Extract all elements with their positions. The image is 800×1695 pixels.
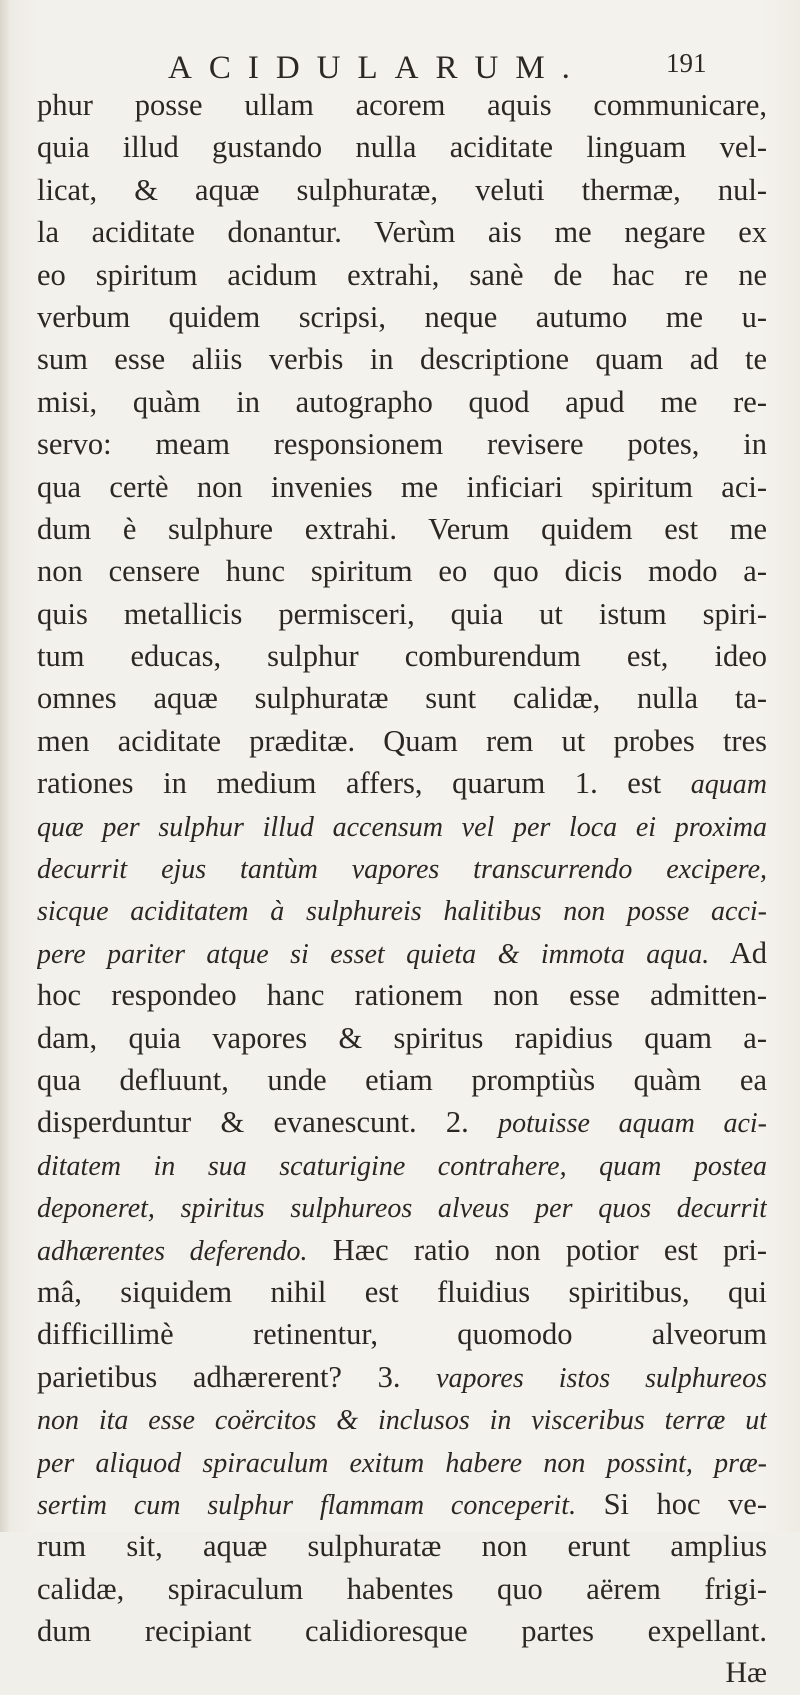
text-line	[37, 1313, 767, 1355]
roman-run: sum esse aliis verbis in descriptione quam ad te	[37, 342, 767, 377]
text-line	[37, 84, 767, 126]
text-line	[37, 381, 767, 423]
roman-run: rum sit, aquæ sulphuratæ non erunt amplius	[37, 1529, 767, 1564]
roman-run: mâ, siquidem nihil est fluidius spiritibus, qui	[37, 1274, 767, 1309]
italic-run: adhærentes deferendo.	[37, 1235, 308, 1267]
italic-run: aquam	[690, 769, 767, 801]
italic-run: ditatem in sua scaturigine contrahere, quam postea	[37, 1150, 767, 1182]
roman-run: tum educas, sulphur comburendum est, ideo	[37, 639, 767, 674]
text-line	[37, 1610, 767, 1652]
running-title: ACIDULARUM.	[168, 50, 587, 86]
page-number: 191	[666, 48, 707, 78]
roman-run: qua defluunt, unde etiam promptiùs quàm ea	[37, 1062, 767, 1097]
text-line	[37, 805, 767, 847]
text-line	[37, 1356, 767, 1398]
text-line	[37, 254, 767, 296]
text-line	[37, 211, 767, 253]
text-line	[37, 508, 767, 550]
text-line	[37, 338, 767, 380]
text-line	[37, 423, 767, 465]
italic-run: sertim cum sulphur flammam conceperit.	[37, 1489, 577, 1521]
italic-run: deponeret, spiritus sulphureos alveus per quos decurrit	[37, 1193, 767, 1225]
text-line	[37, 974, 767, 1016]
roman-run: men aciditate præditæ. Quam rem ut probes tres	[37, 723, 767, 758]
text-line	[37, 169, 767, 211]
roman-run: Ad	[709, 935, 767, 970]
text-line	[37, 847, 767, 889]
italic-run: quæ per sulphur illud accensum vel per loca ei proxima	[37, 811, 767, 843]
text-line	[37, 1101, 767, 1143]
roman-run: verbum quidem scripsi, neque autumo me u-	[37, 299, 767, 334]
italic-run: sicque aciditatem à sulphureis halitibus non posse acci-	[37, 896, 767, 928]
roman-run: Hæc ratio non potior est pri-	[307, 1232, 767, 1267]
roman-run: quis metallicis permisceri, quia ut istum spiri-	[37, 596, 767, 631]
text-line	[37, 1229, 767, 1271]
roman-run: dam, quia vapores & spiritus rapidius quam a-	[37, 1020, 767, 1055]
roman-run: dum recipiant calidioresque partes expellant.	[37, 1614, 767, 1649]
italic-run: non ita esse coërcitos & inclusos in visceribus terræ ut	[37, 1405, 767, 1437]
roman-run: non censere hunc spiritum eo quo dicis modo a-	[37, 554, 767, 589]
roman-run: phur posse ullam acorem aquis communicare,	[37, 88, 767, 122]
roman-run: quia illud gustando nulla aciditate linguam vel-	[37, 130, 767, 165]
roman-run: eo spiritum acidum extrahi, sanè de hac re ne	[37, 257, 767, 292]
roman-run: licat, & aquæ sulphuratæ, veluti thermæ, nul-	[37, 172, 767, 207]
text-line	[37, 932, 767, 974]
text-line	[37, 126, 767, 168]
roman-run: difficillimè retinentur, quomodo alveorum	[37, 1317, 767, 1352]
roman-run: servo: meam responsionem revisere potes, in	[37, 427, 767, 462]
text-line	[37, 677, 767, 719]
roman-run: Si hoc ve-	[576, 1486, 767, 1521]
body-text	[37, 84, 767, 1695]
text-line	[37, 635, 767, 677]
italic-run: pere pariter atque si esset quieta & immota aqua.	[37, 938, 710, 970]
text-line	[37, 762, 767, 804]
text-line	[37, 296, 767, 338]
roman-run: misi, quàm in autographo quod apud me re-	[37, 384, 767, 419]
roman-run: hoc respondeo hanc rationem non esse admitten-	[37, 978, 767, 1013]
text-line	[37, 1144, 767, 1186]
roman-run: calidæ, spiraculum habentes quo aërem frigi-	[37, 1571, 767, 1606]
roman-run: rationes in medium affers, quarum 1. est	[37, 766, 691, 801]
text-line	[37, 1017, 767, 1059]
text-line	[37, 593, 767, 635]
roman-run: disperduntur & evanescunt. 2.	[37, 1105, 499, 1140]
roman-run: la aciditate donantur. Verùm ais me negare ex	[37, 215, 767, 250]
text-line	[37, 1568, 767, 1610]
text-line	[37, 1271, 767, 1313]
catchword	[37, 1652, 767, 1694]
text-line	[37, 1398, 767, 1440]
roman-run: dum è sulphure extrahi. Verum quidem est me	[37, 511, 767, 546]
text-line	[37, 720, 767, 762]
text-line	[37, 1059, 767, 1101]
text-line	[37, 1441, 767, 1483]
italic-run: potuisse aquam aci-	[498, 1108, 767, 1140]
text-line	[37, 550, 767, 592]
text-line	[37, 1186, 767, 1228]
page-gutter-shadow	[0, 0, 10, 1532]
roman-run: parietibus adhærerent? 3.	[37, 1359, 437, 1394]
italic-run: vapores istos sulphureos	[436, 1362, 767, 1394]
italic-run: decurrit ejus tantùm vapores transcurrendo excipere,	[37, 854, 767, 886]
roman-run: qua certè non invenies me inficiari spiritum aci-	[37, 469, 767, 504]
roman-run: Hæ	[725, 1656, 767, 1690]
italic-run: per aliquod spiraculum exitum habere non possint, præ-	[37, 1447, 767, 1479]
text-line	[37, 1483, 767, 1525]
roman-run: omnes aquæ sulphuratæ sunt calidæ, nulla ta-	[37, 681, 767, 716]
text-line	[37, 466, 767, 508]
text-line	[37, 889, 767, 931]
